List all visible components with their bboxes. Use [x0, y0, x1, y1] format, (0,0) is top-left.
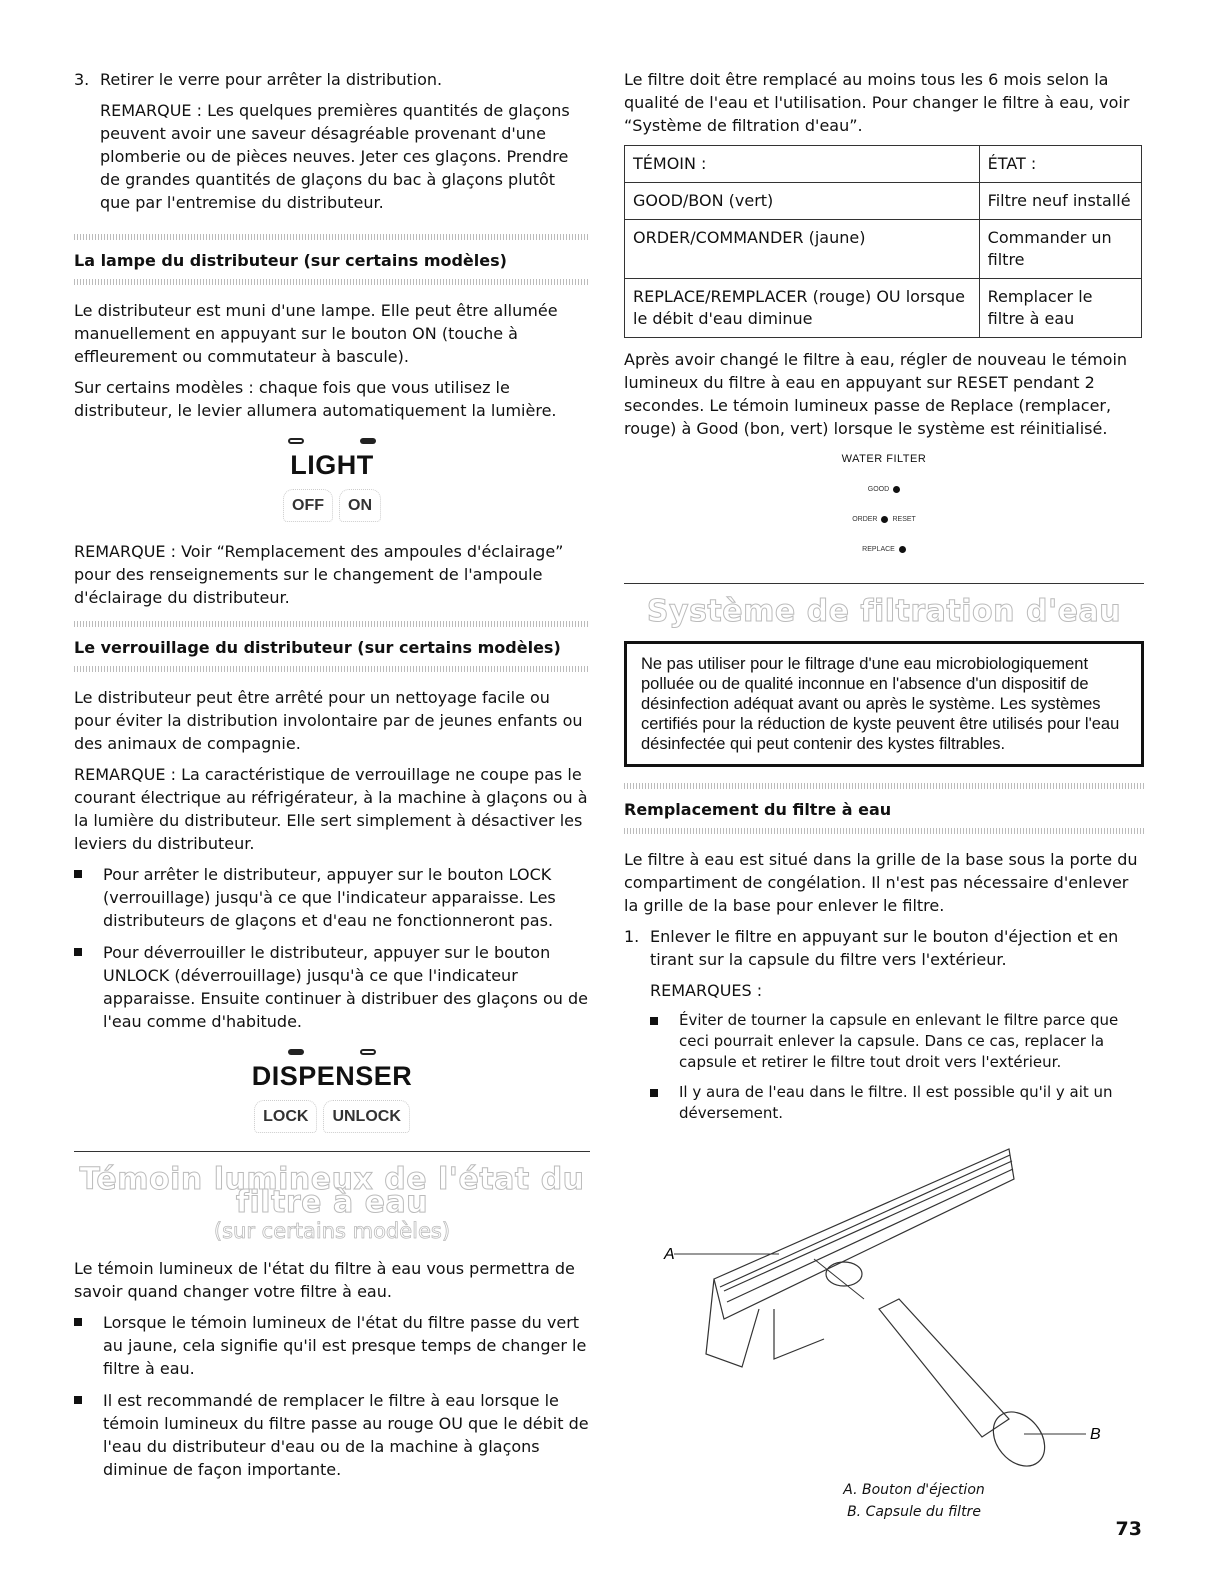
step-3-note: REMARQUE : Les quelques premières quantités de glaçons peuvent avoir une saveur désagréable provenant d'une plomberie ou de pièces neuves. Jeter ces glaçons. Prendre de grandes quantités de glaçons du bac à glaçons plutôt que par l'entremise du distributeur. — [100, 101, 570, 212]
lamp-heading: La lampe du distributeur (sur certains modèles) — [74, 251, 507, 270]
list-item: Pour arrêter le distributeur, appuyer sur le bouton LOCK (verrouillage) jusqu'à ce que l'indicateur apparaisse. Les distributeurs de glaçons et d'eau ne fonctionneront pas. — [74, 863, 590, 932]
lamp-paragraph-2: Sur certains modèles : chaque fois que vous utilisez le distributeur, le levier allumera automatiquement la lumière. — [74, 378, 557, 420]
warning-box: Ne pas utiliser pour le filtrage d'une eau microbiologiquement polluée ou de qualité inconnue en l'absence d'un dispositif de désinfection adéquat avant ou après le système. Les systèmes certifiés pour la réduction de kyste peuvent être utilisés pour l'eau désinfectée qui peut contenir des kystes filtrables. — [624, 641, 1144, 767]
replacement-paragraph: Le filtre à eau est situé dans la grille de la base sous la porte du compartiment de congélation. Il n'est pas nécessaire d'enlever la grille de la base pour enlever le filtre. — [624, 850, 1138, 915]
filter-cap-icon — [983, 1402, 1055, 1476]
list-item: Il y aura de l'eau dans le filtre. Il est possible qu'il y ait un déversement. — [650, 1082, 1144, 1124]
page-number: 73 — [1115, 1518, 1142, 1540]
caption-a: A. Bouton d'éjection — [843, 1482, 985, 1498]
step-3 — [74, 68, 590, 222]
light-panel-title: LIGHT — [290, 450, 374, 480]
light-control-panel — [74, 432, 590, 522]
lamp-note: REMARQUE : Voir “Remplacement des ampoules d'éclairage” pour des renseignements sur le changement de l'ampoule d'éclairage du distributeur. — [74, 542, 564, 607]
step-number: 3. — [74, 70, 90, 89]
table-cell: REPLACE/REMPLACER (rouge) OU lorsque le débit d'eau diminue — [625, 279, 980, 338]
dispenser-control-panel — [74, 1043, 590, 1133]
grille-line — [720, 1155, 1010, 1287]
filter-cartridge-icon — [879, 1299, 1009, 1437]
reset-button[interactable]: RESET — [892, 516, 916, 523]
label-a: A — [664, 1246, 675, 1263]
lamp-heading-block — [74, 234, 590, 285]
grille-line — [724, 1161, 1012, 1291]
step-1 — [624, 925, 1144, 1133]
list-item: Pour déverrouiller le distributeur, appuyer sur le bouton UNLOCK (déverrouillage) jusqu'à ce que l'indicateur apparaisse. Ensuite continuer à distribuer des glaçons ou de l'eau comme d'habitude. — [74, 941, 590, 1033]
table-header: TÉMOIN : — [625, 146, 980, 183]
reset-paragraph: Après avoir changé le filtre à eau, régler de nouveau le témoin lumineux du filtre à eau en appuyant sur RESET pendant 2 secondes. Le témoin lumineux passe de Replace (remplacer, rouge) à Good (bon, vert) lorsque le système est réinitialisé. — [624, 350, 1128, 438]
water-filter-panel — [624, 448, 1144, 561]
divider — [624, 828, 1144, 834]
table-header-row — [625, 146, 1142, 183]
replacement-heading: Remplacement du filtre à eau — [624, 800, 892, 819]
order-indicator-icon — [881, 516, 888, 523]
lock-heading-block — [74, 621, 590, 672]
indicator-off-icon — [288, 438, 304, 444]
step-3-text: Retirer le verre pour arrêter la distribution. — [100, 70, 443, 89]
section-divider — [74, 1151, 590, 1152]
caption-b: B. Capsule du filtre — [847, 1504, 981, 1520]
filter-status-bullets — [74, 1311, 590, 1481]
good-label: GOOD — [867, 486, 890, 493]
table-header: ÉTAT : — [979, 146, 1141, 183]
dispenser-panel-title: DISPENSER — [251, 1061, 413, 1091]
replacement-heading-block — [624, 783, 1144, 834]
indicator-on-icon — [360, 438, 376, 444]
list-item: Éviter de tourner la capsule en enlevant le filtre parce que ceci pourrait enlever la capsule. Dans ce cas, replacer la capsule et retirer le filtre tout droit vers l'extérieur. — [650, 1010, 1144, 1073]
label-b: B — [1090, 1426, 1101, 1443]
section-divider — [624, 583, 1144, 584]
remarks-bullets — [650, 1010, 1144, 1124]
divider — [74, 666, 590, 672]
light-off-button[interactable]: OFF — [283, 489, 333, 522]
table-row — [625, 279, 1142, 338]
replace-indicator-icon — [899, 546, 906, 553]
divider — [74, 279, 590, 285]
left-column — [74, 68, 590, 1490]
table-cell: Remplacer le filtre à eau — [979, 279, 1141, 338]
order-label: ORDER — [852, 516, 878, 523]
remarks-label: REMARQUES : — [650, 981, 763, 1000]
filter-status-paragraph: Le témoin lumineux de l'état du filtre à eau vous permettra de savoir quand changer votre filtre à eau. — [74, 1259, 575, 1301]
indicator-unlock-icon — [360, 1049, 376, 1055]
filter-illustration — [624, 1139, 1144, 1479]
good-indicator-icon — [893, 486, 900, 493]
table-row — [625, 220, 1142, 279]
table-cell: GOOD/BON (vert) — [625, 183, 980, 220]
table-cell: ORDER/COMMANDER (jaune) — [625, 220, 980, 279]
unlock-button[interactable]: UNLOCK — [323, 1100, 409, 1133]
filter-intro: Le filtre doit être remplacé au moins tous les 6 mois selon la qualité de l'eau et l'utilisation. Pour changer le filtre à eau, voir “Système de filtration d'eau”. — [624, 70, 1130, 135]
list-item: Lorsque le témoin lumineux de l'état du filtre passe du vert au jaune, cela signifie qu'il est presque temps de changer le filtre à eau. — [74, 1311, 590, 1380]
grille-bracket-shape — [774, 1309, 824, 1359]
replace-label: REPLACE — [862, 546, 895, 553]
lock-button[interactable]: LOCK — [254, 1100, 317, 1133]
table-cell: Filtre neuf installé — [979, 183, 1141, 220]
lock-paragraph-2: REMARQUE : La caractéristique de verrouillage ne coupe pas le courant électrique au réfrigérateur, à la machine à glaçons ou à la lumière du distributeur. Elle sert simplement à désactiver les leviers du distributeur. — [74, 765, 588, 853]
grille-end-shape — [706, 1279, 759, 1367]
list-item: Il est recommandé de remplacer le filtre à eau lorsque le témoin lumineux du filtre passe au rouge OU que le débit de l'eau du distributeur d'eau ou de la machine à glaçons diminue de façon importante. — [74, 1389, 590, 1481]
light-on-button[interactable]: ON — [339, 489, 381, 522]
table-cell: Commander un filtre — [979, 220, 1141, 279]
step-1-text: Enlever le filtre en appuyant sur le bouton d'éjection et en tirant sur la capsule du filtre vers l'extérieur. — [650, 927, 1119, 969]
status-table — [624, 145, 1142, 338]
table-row — [625, 183, 1142, 220]
filter-status-title: Témoin lumineux de l'état du filtre à eau — [79, 1162, 585, 1220]
step-number: 1. — [624, 927, 640, 946]
filter-status-subtitle: (sur certains modèles) — [213, 1219, 451, 1243]
lock-bullet-list — [74, 863, 590, 1033]
lock-paragraph-1: Le distributeur peut être arrêté pour un nettoyage facile ou pour éviter la distribution involontaire par de jeunes enfants ou des animaux de compagnie. — [74, 688, 583, 753]
grille-line — [727, 1169, 1013, 1302]
lock-heading: Le verrouillage du distributeur (sur certains modèles) — [74, 638, 561, 657]
right-column — [624, 68, 1144, 1523]
base-grille-shape — [714, 1149, 1014, 1319]
filtration-system-title: Système de filtration d'eau — [646, 594, 1122, 629]
lamp-paragraph-1: Le distributeur est muni d'une lampe. Elle peut être allumée manuellement en appuyant sur le bouton ON (touche à effleurement ou commutateur à bascule). — [74, 301, 558, 366]
indicator-lock-icon — [288, 1049, 304, 1055]
figure-caption — [684, 1479, 1144, 1523]
filter-figure — [624, 1139, 1144, 1479]
water-filter-title: WATER FILTER — [841, 453, 927, 465]
